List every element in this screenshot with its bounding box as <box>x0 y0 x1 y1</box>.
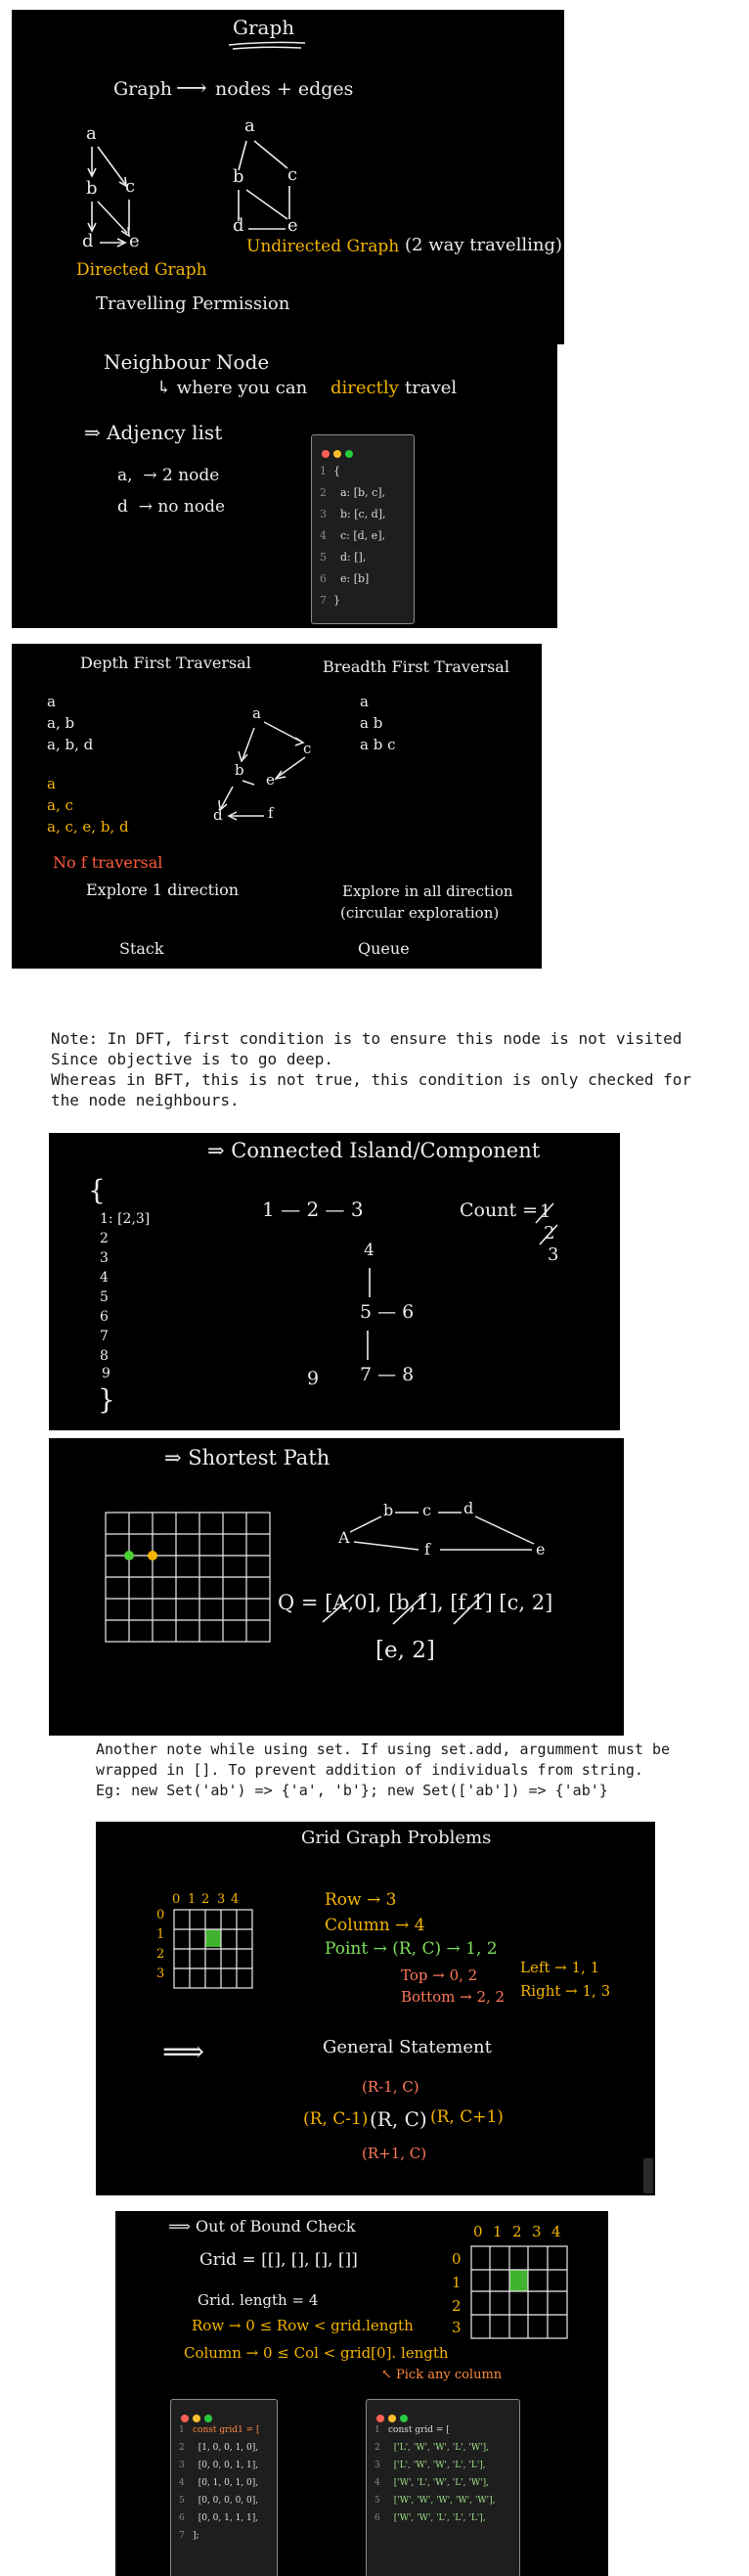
dft-title: Depth First Traversal <box>80 654 251 672</box>
graph-equation-arrow: ⟶ <box>176 76 207 101</box>
shortest-path-title: ⇒ Shortest Path <box>164 1446 330 1469</box>
queue-strikes <box>49 1438 624 1736</box>
top-neighbour: Top → 0, 2 <box>401 1966 478 1984</box>
sp-node-d: d <box>463 1499 474 1517</box>
adjency-list-heading: ⇒ Adjency list <box>84 421 223 444</box>
traversal-graph-edges <box>12 644 542 969</box>
code-line: 5 ['W', 'W', 'W', 'W', 'W'], <box>374 2496 496 2506</box>
grid-row-number: 2 <box>156 1947 165 1962</box>
scroll-indicator[interactable] <box>643 2158 653 2193</box>
code-line: 2 ['L', 'W', 'W', 'L', 'W'], <box>374 2443 489 2453</box>
dft-line-5: a, c <box>47 796 73 814</box>
traversal-node-b: b <box>235 761 244 779</box>
connected-island-panel <box>49 1133 620 1430</box>
grid-row-number: 1 <box>156 1927 165 1942</box>
grid-graph-title: Grid Graph Problems <box>301 1828 492 1848</box>
undirected-node-b: b <box>233 166 244 187</box>
component-list-item: 8 <box>100 1348 109 1364</box>
grid-diagram <box>96 1822 655 2195</box>
grid-code-block <box>366 2399 520 2576</box>
neighbour-col-minus-1: (R, C-1) <box>303 2109 369 2129</box>
component-list-item: 5 <box>100 1289 109 1305</box>
out-of-bound-title: ⟹ Out of Bound Check <box>168 2217 356 2236</box>
directly-text: directly <box>330 378 399 398</box>
shortest-path-panel <box>49 1438 624 1736</box>
island-node-7-8: 7 — 8 <box>360 1364 415 1385</box>
circular-exploration: (circular exploration) <box>340 904 500 922</box>
grid-equation: Grid = [[], [], [], []] <box>199 2250 358 2270</box>
code-line: 2 a: [b, c], <box>320 486 386 499</box>
grid-graph-panel <box>96 1822 655 2195</box>
grid-length: Grid. length = 4 <box>198 2291 319 2309</box>
directed-node-b: b <box>86 178 98 199</box>
column-bound-check: Column → 0 ≤ Col < grid[0]. length <box>184 2344 449 2362</box>
bottom-neighbour: Bottom → 2, 2 <box>401 1988 506 2006</box>
sp-node-e: e <box>536 1540 546 1559</box>
grid-col-number: 0 <box>172 1892 181 1907</box>
traversal-node-f: f <box>268 804 274 822</box>
island-node-4: 4 <box>364 1241 374 1260</box>
component-list-item: 7 <box>100 1329 109 1344</box>
graph-equation-left: Graph <box>113 78 172 100</box>
count-label: Count = <box>460 1199 539 1221</box>
undirected-node-e: e <box>287 215 298 236</box>
undirected-graph-note: (2 way travelling) <box>405 235 563 255</box>
sp-node-c: c <box>422 1501 431 1519</box>
window-dots <box>322 443 357 462</box>
sp-node-b: b <box>383 1501 394 1519</box>
graph-intro-panel <box>12 10 564 344</box>
where-text: ↳ where you can <box>156 378 308 398</box>
queue-label: Queue <box>358 939 410 958</box>
dft-line-6: a, c, e, b, d <box>47 818 129 836</box>
graph-title: Graph <box>233 16 295 39</box>
sp-node-f: f <box>424 1540 430 1559</box>
code-line: 2 [1, 0, 0, 1, 0], <box>179 2443 259 2453</box>
undirected-node-c: c <box>287 164 298 185</box>
center-cell: (R, C) <box>370 2107 427 2131</box>
code-line: 4 c: [d, e], <box>320 529 385 542</box>
code-line: 7 ]; <box>179 2531 199 2541</box>
component-list-item: 9 <box>102 1366 110 1381</box>
oob-col-number: 1 <box>493 2223 503 2240</box>
traversal-panel <box>12 644 542 969</box>
code-line: 3 b: [c, d], <box>320 508 386 520</box>
bft-line-2: a b <box>360 714 383 732</box>
grid-row-number: 3 <box>156 1966 165 1981</box>
note-line: Note: In DFT, first condition is to ensure this node is not visited <box>51 1029 683 1048</box>
component-list-item: 4 <box>100 1270 109 1286</box>
directed-node-d: d <box>82 231 94 251</box>
grid-col-number: 1 <box>188 1892 197 1907</box>
code-line: 6 ['W', 'W', 'L', 'L', 'L'], <box>374 2513 486 2523</box>
neighbour-row-minus-1: (R-1, C) <box>362 2078 419 2096</box>
note-line: Since objective is to go deep. <box>51 1050 333 1068</box>
adjacency-panel <box>12 344 557 628</box>
component-list-item: 6 <box>100 1309 109 1325</box>
travelling-permission: Travelling Permission <box>96 294 290 314</box>
travel-text: travel <box>405 378 458 398</box>
neighbour-row-plus-1: (R+1, C) <box>362 2145 427 2162</box>
note-line: wrapped in []. To prevent addition of individuals from string. <box>96 1761 643 1779</box>
oob-row-number: 2 <box>452 2297 462 2315</box>
dft-line-4: a <box>47 775 56 792</box>
grid1-code-block <box>170 2399 278 2576</box>
undirected-node-d: d <box>233 215 244 236</box>
oob-col-number: 0 <box>473 2223 483 2240</box>
code-line: 3 ['L', 'W', 'W', 'L', 'L'], <box>374 2461 486 2470</box>
code-line: 3 [0, 0, 0, 1, 1], <box>179 2461 259 2470</box>
code-line: 7 } <box>320 594 340 607</box>
oob-col-number: 3 <box>532 2223 542 2240</box>
window-dots <box>181 2408 216 2426</box>
undirected-graph-label: Undirected Graph <box>246 237 400 256</box>
count-value-2: 2 <box>544 1223 555 1243</box>
traversal-node-c: c <box>303 740 312 757</box>
brace-close: } <box>98 1383 115 1416</box>
out-of-bound-panel <box>115 2211 608 2576</box>
island-chain-1-2-3: 1 — 2 — 3 <box>262 1198 364 1221</box>
code-line: 4 ['W', 'L', 'W', 'L', 'W'], <box>374 2478 489 2488</box>
traversal-node-a: a <box>252 704 261 722</box>
note-line: Another note while using set. If using set.add, argumment must be <box>96 1740 670 1758</box>
traversal-node-e: e <box>266 771 275 789</box>
oob-row-number: 0 <box>452 2250 462 2268</box>
component-list-item: 1: [2,3] <box>100 1211 151 1227</box>
code-line: 1 const grid = [ <box>374 2425 450 2435</box>
general-statement: General Statement <box>323 2037 492 2057</box>
count-value-1: 1 <box>540 1201 551 1222</box>
connected-island-title: ⇒ Connected Island/Component <box>207 1139 541 1162</box>
oob-col-number: 2 <box>512 2223 522 2240</box>
code-line: 5 d: [], <box>320 551 367 564</box>
neighbour-col-plus-1: (R, C+1) <box>430 2107 504 2127</box>
note-line: Whereas in BFT, this is not true, this condition is only checked for <box>51 1070 692 1089</box>
sp-node-a: A <box>338 1528 350 1547</box>
code-line: 5 [0, 0, 0, 0, 0], <box>179 2496 259 2506</box>
directed-node-a: a <box>86 123 97 144</box>
stack-label: Stack <box>119 939 164 958</box>
right-neighbour: Right → 1, 3 <box>520 1982 611 2000</box>
queue-expression: Q = [A,0], [b,1], [f,1] [c, 2] <box>278 1591 553 1614</box>
traversal-node-d: d <box>213 806 223 824</box>
oob-row-number: 1 <box>452 2274 462 2291</box>
explore-one-direction: Explore 1 direction <box>86 881 240 899</box>
neighbour-node-heading: Neighbour Node <box>104 350 270 374</box>
window-dots <box>376 2408 412 2426</box>
a-node-line: a, → 2 node <box>117 466 220 485</box>
island-node-9: 9 <box>307 1368 320 1389</box>
grid-col-number: 4 <box>231 1892 240 1907</box>
queue-expression-2: [e, 2] <box>375 1638 435 1663</box>
row-count: Row → 3 <box>325 1890 397 1910</box>
note-line: the node neighbours. <box>51 1091 240 1109</box>
directed-graph-label: Directed Graph <box>76 260 207 280</box>
left-neighbour: Left → 1, 1 <box>520 1959 600 1976</box>
graph-equation-right: nodes + edges <box>215 78 354 100</box>
code-line: 1 const grid1 = [ <box>179 2425 260 2435</box>
oob-col-number: 4 <box>551 2223 561 2240</box>
grid-col-number: 2 <box>201 1892 210 1907</box>
undirected-node-a: a <box>244 115 255 136</box>
bft-line-3: a b c <box>360 736 396 753</box>
count-strikes <box>49 1133 620 1430</box>
grid-col-number: 3 <box>217 1892 226 1907</box>
oob-row-number: 3 <box>452 2319 462 2336</box>
point-definition: Point → (R, C) → 1, 2 <box>325 1939 498 1959</box>
adjacency-code-block <box>311 434 415 624</box>
dft-line-1: a <box>47 693 56 710</box>
pick-any-column: ↖ Pick any column <box>381 2368 503 2382</box>
code-line: 1 { <box>320 465 340 477</box>
directed-node-e: e <box>129 231 140 251</box>
code-line: 6 e: [b] <box>320 572 370 585</box>
bft-line-1: a <box>360 693 369 710</box>
count-value-3: 3 <box>548 1244 559 1265</box>
note-line: Eg: new Set('ab') => {'a', 'b'}; new Set(['ab']) => {'ab'} <box>96 1782 608 1799</box>
dft-line-2: a, b <box>47 714 75 732</box>
column-count: Column → 4 <box>325 1916 425 1935</box>
implies-arrow: ⟹ <box>162 2035 205 2069</box>
brace-open: { <box>88 1174 106 1206</box>
d-node-line: d → no node <box>117 497 226 517</box>
component-list-item: 3 <box>100 1250 109 1266</box>
explore-all-direction: Explore in all direction <box>342 882 513 900</box>
bft-title: Breadth First Traversal <box>323 657 509 676</box>
code-line: 4 [0, 1, 0, 1, 0], <box>179 2478 259 2488</box>
island-node-5-6: 5 — 6 <box>360 1301 415 1323</box>
component-list-item: 2 <box>100 1231 109 1246</box>
no-f-traversal: No f traversal <box>53 853 163 872</box>
row-bound-check: Row → 0 ≤ Row < grid.length <box>192 2317 414 2334</box>
dft-line-3: a, b, d <box>47 736 94 753</box>
directed-node-c: c <box>125 176 136 197</box>
code-line: 6 [0, 0, 1, 1, 1], <box>179 2513 259 2523</box>
grid-row-number: 0 <box>156 1908 165 1922</box>
